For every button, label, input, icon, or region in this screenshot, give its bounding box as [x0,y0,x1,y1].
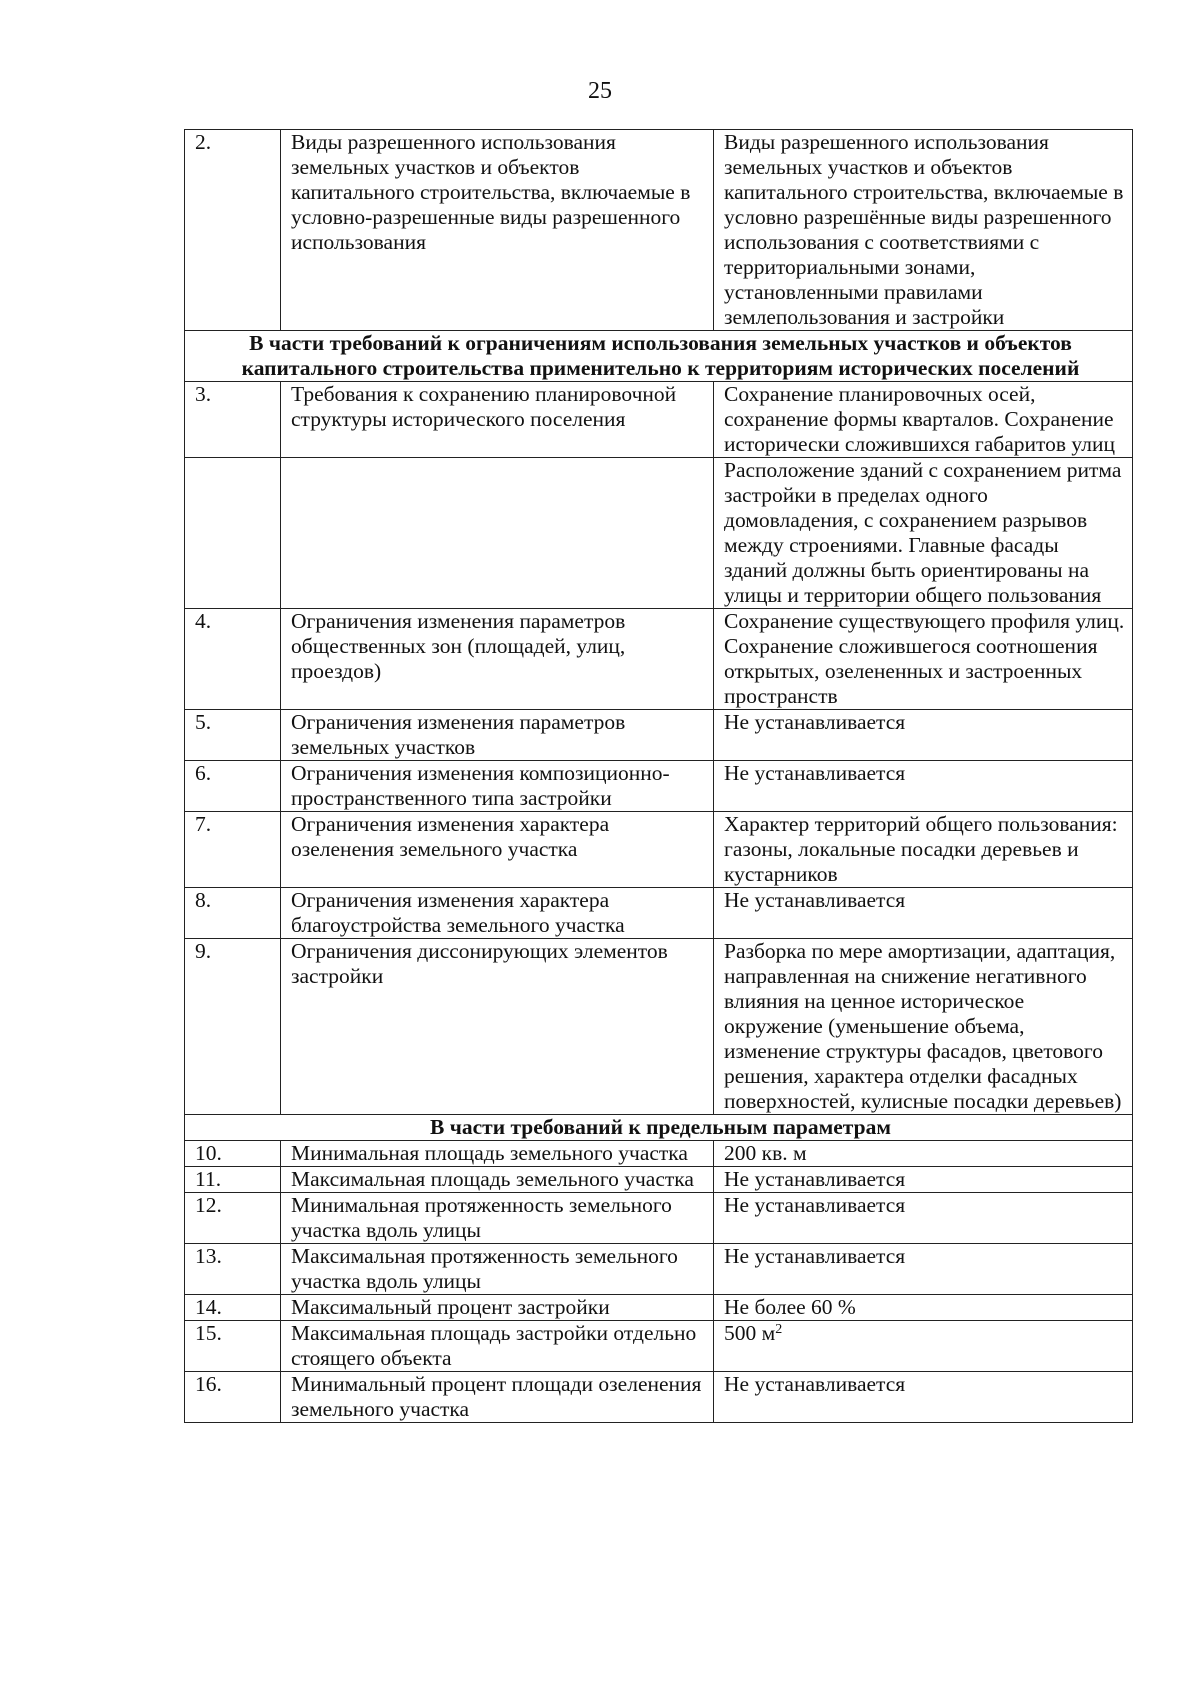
parameter-value: Не устанавливается [714,710,1133,761]
row-number: 14. [185,1295,281,1321]
table-row [185,1244,1133,1295]
parameter-value: Сохранение существующего профиля улиц. Сохранение сложившегося соотношения открытых, озелененных и застроенных пространств [714,609,1133,710]
parameter-name: Ограничения изменения характера озеленения земельного участка [281,812,714,888]
parameter-name: Максимальный процент застройки [281,1295,714,1321]
parameter-name: Ограничения изменения параметров земельных участков [281,710,714,761]
row-number: 3. [185,382,281,458]
table-row [185,1141,1133,1167]
parameter-value: Характер территорий общего пользования: газоны, локальные посадки деревьев и кустарников [714,812,1133,888]
row-number: 10. [185,1141,281,1167]
row-number: 15. [185,1321,281,1372]
parameter-name: Ограничения диссонирующих элементов застройки [281,939,714,1115]
table-row [185,458,1133,609]
parameter-value: Не устанавливается [714,761,1133,812]
table-row [185,382,1133,458]
table-row [185,1372,1133,1423]
row-number: 6. [185,761,281,812]
parameter-name: Минимальная площадь земельного участка [281,1141,714,1167]
parameter-name: Максимальная площадь застройки отдельно стоящего объекта [281,1321,714,1372]
parameter-value: Не устанавливается [714,1244,1133,1295]
table-row [185,888,1133,939]
parameter-value: Разборка по мере амортизации, адаптация, направленная на снижение негативного влияния на ценное историческое окружение (уменьшение объема, изменение структуры фасадов, цветового решения, характера отделки фасадных поверхностей, кулисные посадки деревьев) [714,939,1133,1115]
parameter-value: Виды разрешенного использования земельных участков и объектов капитального строительства, включаемые в условно разрешённые виды разрешенного использования с соответствиями с территориальными зонами, установленными правилами землепользования и застройки [714,130,1133,331]
parameter-value: Не устанавливается [714,1193,1133,1244]
row-number: 11. [185,1167,281,1193]
table-row [185,812,1133,888]
row-number: 2. [185,130,281,331]
table-row [185,761,1133,812]
table-row [185,609,1133,710]
parameter-value [714,1321,1133,1372]
parameter-name: Требования к сохранению планировочной структуры исторического поселения [281,382,714,458]
requirements-table [184,129,1133,1423]
table-row [185,1167,1133,1193]
superscript: 2 [775,1322,783,1337]
row-number: 13. [185,1244,281,1295]
parameter-value: Расположение зданий с сохранением ритма застройки в пределах одного домовладения, с сохранением разрывов между строениями. Главные фасады зданий должны быть ориентированы на улицы и территории общего пользования [714,458,1133,609]
row-number: 16. [185,1372,281,1423]
parameter-name: Ограничения изменения характера благоустройства земельного участка [281,888,714,939]
parameter-value: Сохранение планировочных осей, сохранение формы кварталов. Сохранение исторически сложившихся габаритов улиц [714,382,1133,458]
table-row [185,130,1133,331]
parameter-value: Не устанавливается [714,1167,1133,1193]
table-row [185,710,1133,761]
section-header-row [185,331,1133,382]
row-number: 12. [185,1193,281,1244]
section-header: В части требований к ограничениям использования земельных участков и объектов капитального строительства применительно к территориям исторических поселений [185,331,1133,382]
parameter-name: Минимальная протяженность земельного участка вдоль улицы [281,1193,714,1244]
parameter-name: Ограничения изменения параметров общественных зон (площадей, улиц, проездов) [281,609,714,710]
row-number: 5. [185,710,281,761]
parameter-name [281,458,714,609]
parameter-name: Максимальная протяженность земельного участка вдоль улицы [281,1244,714,1295]
section-header-row [185,1115,1133,1141]
parameter-value: Не устанавливается [714,888,1133,939]
parameter-value: Не более 60 % [714,1295,1133,1321]
parameter-name: Минимальный процент площади озеленения земельного участка [281,1372,714,1423]
parameter-value: 200 кв. м [714,1141,1133,1167]
table-row [185,1193,1133,1244]
parameter-value-text: 500 м [724,1321,776,1345]
parameter-name: Максимальная площадь земельного участка [281,1167,714,1193]
parameter-name: Ограничения изменения композиционно-пространственного типа застройки [281,761,714,812]
parameter-name: Виды разрешенного использования земельных участков и объектов капитального строительства, включаемые в условно-разрешенные виды разрешенного использования [281,130,714,331]
page-number: 25 [588,78,612,104]
row-number [185,458,281,609]
table-row [185,939,1133,1115]
section-header: В части требований к предельным параметрам [185,1115,1133,1141]
parameter-value: Не устанавливается [714,1372,1133,1423]
table-row [185,1295,1133,1321]
table-row [185,1321,1133,1372]
row-number: 8. [185,888,281,939]
row-number: 7. [185,812,281,888]
row-number: 9. [185,939,281,1115]
row-number: 4. [185,609,281,710]
